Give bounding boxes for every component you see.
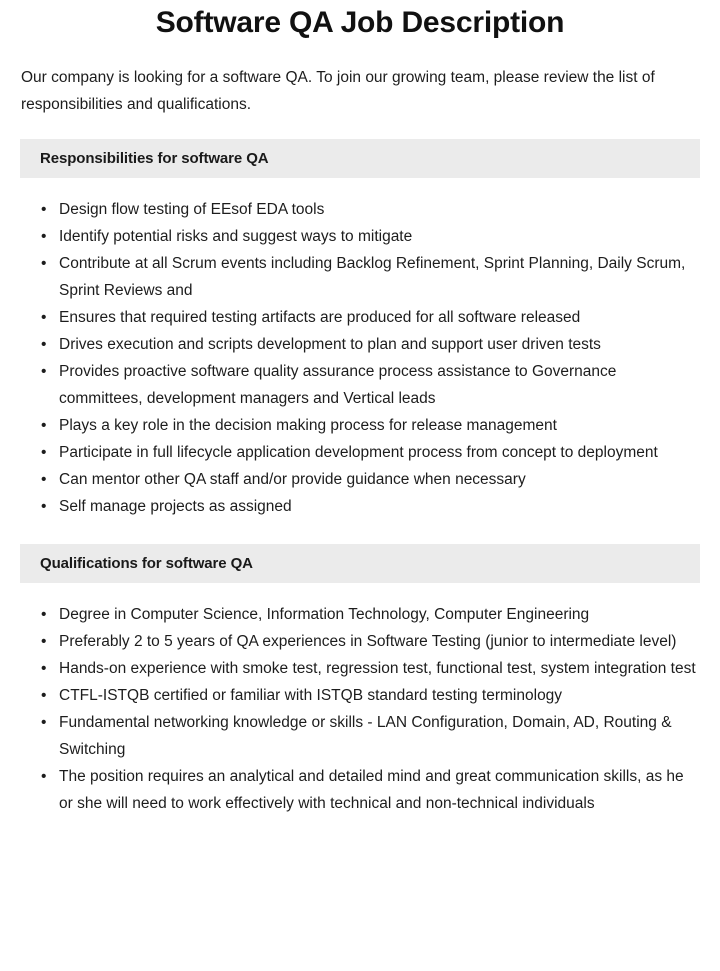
bullet-icon: •: [41, 309, 47, 326]
list-item: [0, 412, 698, 439]
list-item-text: Fundamental networking knowledge or skills - LAN Configuration, Domain, AD, Routing & Switching: [59, 714, 672, 758]
bullet-icon: •: [41, 255, 47, 272]
list-item: [0, 331, 698, 358]
list-item: [0, 628, 698, 655]
intro-paragraph: Our company is looking for a software QA. To join our growing team, please review the list of responsibilities and qualifications.: [21, 69, 655, 113]
bullet-icon: •: [41, 687, 47, 704]
section-header-responsibilities: [20, 139, 700, 178]
list-item: [0, 682, 698, 709]
bullet-icon: •: [41, 228, 47, 245]
list-item-text: Participate in full lifecycle application development process from concept to deployment: [59, 444, 658, 461]
bullet-icon: •: [41, 714, 47, 731]
bullet-icon: •: [41, 606, 47, 623]
list-item: [0, 655, 698, 682]
list-item: [0, 763, 698, 817]
qualifications-list: [0, 601, 720, 817]
list-item: [0, 223, 698, 250]
list-item-text: Self manage projects as assigned: [59, 498, 292, 515]
bullet-icon: •: [41, 768, 47, 785]
list-item: [0, 709, 698, 763]
list-item: [0, 358, 698, 412]
list-item-text: Contribute at all Scrum events including Backlog Refinement, Sprint Planning, Daily Scrum, Sprint Reviews and: [59, 255, 686, 299]
list-item: [0, 439, 698, 466]
list-item: [0, 304, 698, 331]
list-item: [0, 493, 698, 520]
bullet-icon: •: [41, 660, 47, 677]
bullet-icon: •: [41, 444, 47, 461]
section-header-qualifications: [20, 544, 700, 583]
section-responsibilities: [0, 139, 720, 520]
list-item-text: Provides proactive software quality assurance process assistance to Governance committees, development managers and Vertical leads: [59, 363, 617, 407]
list-item: [0, 196, 698, 223]
section-header-label: Qualifications for software QA: [40, 555, 253, 572]
list-item: [0, 466, 698, 493]
bullet-icon: •: [41, 498, 47, 515]
list-item-text: Preferably 2 to 5 years of QA experiences in Software Testing (junior to intermediate level): [59, 633, 677, 650]
bullet-icon: •: [41, 363, 47, 380]
section-qualifications: [0, 544, 720, 817]
list-item-text: The position requires an analytical and detailed mind and great communication skills, as he or she will need to work effectively with technical and non-technical individuals: [59, 768, 684, 812]
list-item-text: Plays a key role in the decision making process for release management: [59, 417, 557, 434]
list-item: [0, 250, 698, 304]
list-item-text: CTFL-ISTQB certified or familiar with ISTQB standard testing terminology: [59, 687, 563, 704]
list-item-text: Drives execution and scripts development to plan and support user driven tests: [59, 336, 601, 353]
list-item-text: Design flow testing of EEsof EDA tools: [59, 201, 325, 218]
page-title: Software QA Job Description: [155, 6, 565, 39]
section-header-label: Responsibilities for software QA: [40, 150, 269, 167]
bullet-icon: •: [41, 201, 47, 218]
responsibilities-list: [0, 196, 720, 520]
list-item-text: Degree in Computer Science, Information Technology, Computer Engineering: [59, 606, 590, 623]
list-item-text: Hands-on experience with smoke test, regression test, functional test, system integration test: [59, 660, 696, 677]
list-item: [0, 601, 698, 628]
bullet-icon: •: [41, 417, 47, 434]
bullet-icon: •: [41, 336, 47, 353]
list-item-text: Ensures that required testing artifacts are produced for all software released: [59, 309, 581, 326]
list-item-text: Identify potential risks and suggest ways to mitigate: [59, 228, 413, 245]
bullet-icon: •: [41, 633, 47, 650]
bullet-icon: •: [41, 471, 47, 488]
list-item-text: Can mentor other QA staff and/or provide guidance when necessary: [59, 471, 526, 488]
